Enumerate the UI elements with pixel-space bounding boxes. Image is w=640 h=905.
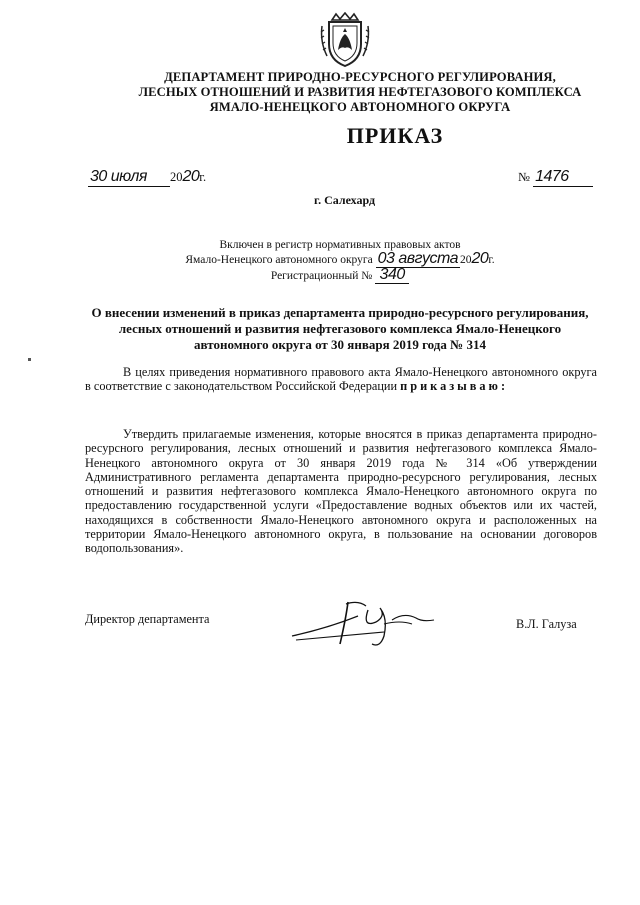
date-handwritten: 30 июля (90, 168, 147, 185)
orders-word: приказываю: (400, 379, 509, 394)
preamble-paragraph (85, 365, 597, 394)
registry-year-handwritten: 20 (471, 250, 489, 267)
city: г. Салехард (314, 193, 376, 207)
registry-region: Ямало-Ненецкого автономного округа (185, 254, 373, 266)
number-label: № (518, 170, 530, 184)
department-name (60, 70, 640, 115)
order-date (88, 168, 206, 187)
registry-number-handwritten: 340 (379, 266, 405, 283)
registry-date-handwritten: 03 августа (377, 250, 459, 267)
year-prefix: 20 (170, 170, 183, 184)
registry-stamp (140, 238, 540, 284)
number-handwritten: 1476 (535, 168, 569, 185)
registry-line-2 (140, 252, 540, 268)
registry-year-prefix: 20 (460, 254, 472, 266)
registry-number-label: Регистрационный № (270, 270, 373, 282)
year-suffix: г. (199, 170, 207, 184)
department-line-1: ДЕПАРТАМЕНТ ПРИРОДНО-РЕСУРСНОГО РЕГУЛИРОВАНИЯ, (164, 70, 556, 84)
registry-year-suffix: г. (488, 254, 495, 266)
document-subject: О внесении изменений в приказ департамента природно-ресурсного регулирования, лесных отношений и развития нефтегазового комплекса Ямало-Ненецкого автономного округа от 30 января 2019 года № 314 (91, 305, 589, 352)
scan-mark (28, 358, 31, 361)
handwritten-signature-icon (288, 598, 438, 648)
document-type-title: ПРИКАЗ (346, 123, 444, 148)
year-handwritten: 20 (182, 168, 200, 185)
signatory-title: Директор департамента (85, 612, 210, 626)
department-line-3: ЯМАЛО-НЕНЕЦКОГО АВТОНОМНОГО ОКРУГА (209, 100, 511, 114)
preamble-text: В целях приведения нормативного правового акта Ямало-Ненецкого автономного округа в соответствие с законодательством Российской Федерации (85, 365, 597, 394)
registry-line-3 (140, 268, 540, 284)
signatory-name: В.Л. Галуза (516, 617, 577, 631)
main-paragraph: Утвердить прилагаемые изменения, которые вносятся в приказ департамента природно-ресурсного регулирования, лесных отношений и развития нефтегазового комплекса Ямало-Ненецкого автономного округа от 30 января 2019 года № 314 «Об утверждении Административного регламента департамента природно-ресурсного регулирования, лесных отношений и развития нефтегазового комплекса Ямало-Ненецкого автономного округа по предоставлению государственной услуги «Предоставление водных объектов или их частей, находящихся в собственности Ямало-Ненецкого автономного округа и расположенных на территории Ямало-Ненецкого автономного округа, в пользование на основании договоров водопользования». (85, 427, 597, 556)
coat-of-arms-icon (318, 12, 372, 68)
order-number (518, 168, 593, 187)
registry-line-1: Включен в регистр нормативных правовых актов (219, 239, 461, 251)
department-line-2: ЛЕСНЫХ ОТНОШЕНИЙ И РАЗВИТИЯ НЕФТЕГАЗОВОГО КОМПЛЕКСА (138, 85, 582, 99)
